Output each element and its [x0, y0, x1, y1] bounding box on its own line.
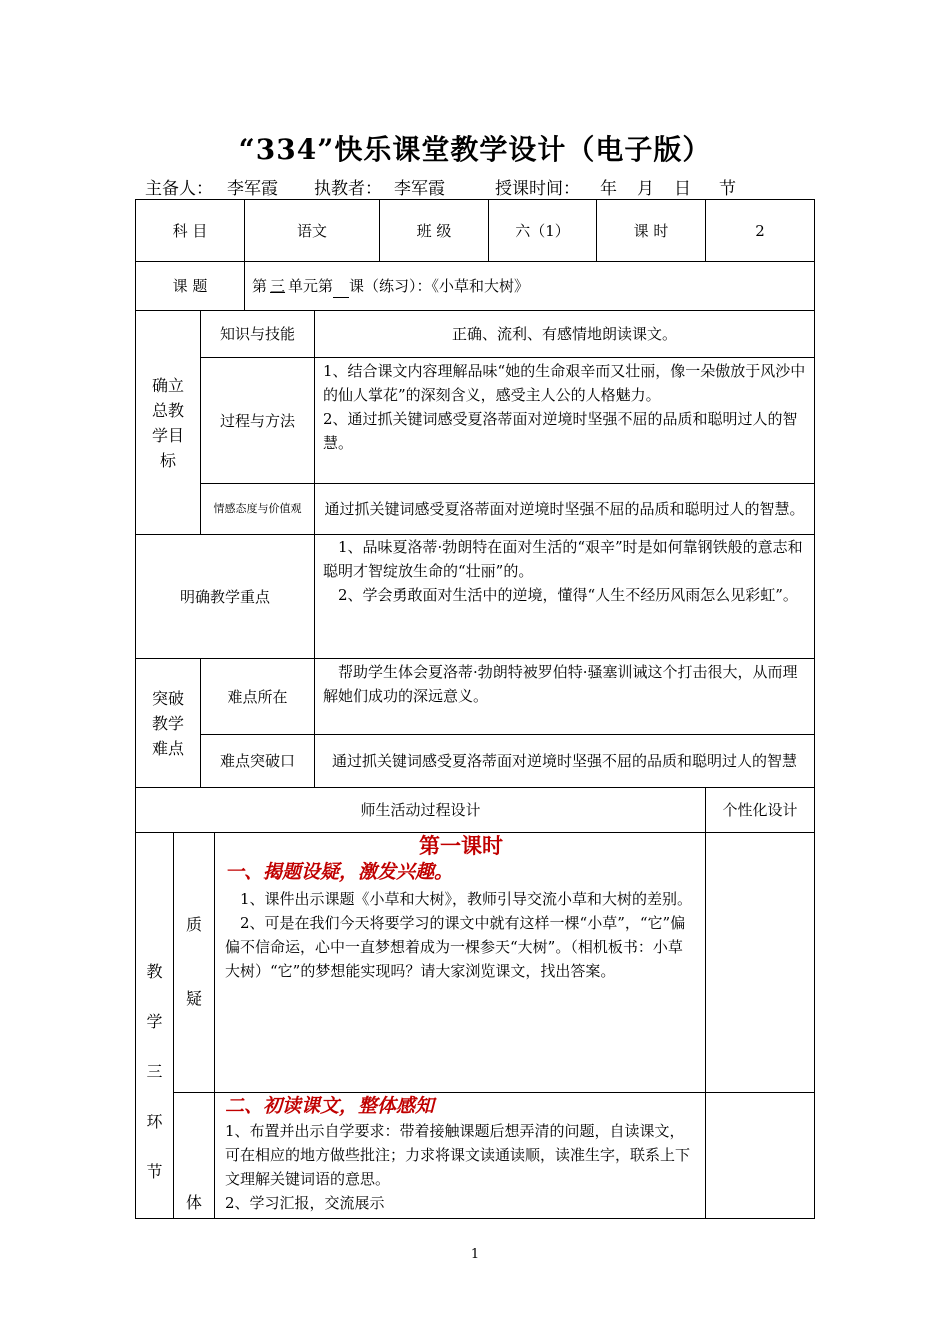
topic-unit-mid: 单元第	[288, 277, 334, 295]
meta-line	[145, 174, 736, 199]
stage1-content	[215, 833, 705, 983]
difficulty-breakthrough-label: 难点突破口	[219, 752, 295, 770]
difficulty-breakthrough-value: 通过抓关键词感受夏洛蒂面对逆境时坚强不屈的品质和聪明过人的智慧	[331, 752, 797, 770]
lesson-title: 第一课时	[419, 833, 503, 858]
period-label: 节	[719, 179, 736, 199]
teacher-label: 执教者：	[314, 179, 382, 199]
stage2-heading: 二、初读课文，整体感知	[225, 1095, 435, 1117]
stage2-label: 体	[185, 1193, 202, 1212]
topic-label: 课 题	[172, 277, 208, 295]
day-label: 日	[674, 179, 691, 199]
stage1-para-1: 1、课件出示课题《小草和大树》，教师引导交流小草和大树的差别。	[240, 890, 693, 908]
stage-char-4: 环	[146, 1112, 163, 1131]
class-label: 班 级	[416, 221, 452, 240]
hours-value: 2	[755, 221, 765, 240]
topic-value	[252, 274, 812, 298]
teaching-stages-label	[136, 960, 173, 1210]
key-points-value	[315, 535, 814, 607]
topic-lesson-number	[333, 279, 349, 298]
class-value: 六（1）	[515, 221, 570, 240]
key-point-2: 2、学会勇敢面对生活中的逆境，懂得“人生不经历风雨怎么见彩虹”。	[338, 586, 798, 604]
topic-prefix: 第	[252, 277, 268, 295]
key-points-label: 明确教学重点	[179, 587, 270, 606]
preparer-label: 主备人：	[145, 179, 213, 199]
subject-label: 科 目	[172, 221, 208, 240]
stage-char-1: 教	[146, 962, 163, 981]
process-label: 过程与方法	[219, 411, 295, 430]
document-title: “334”快乐课堂教学设计（电子版）	[238, 133, 712, 166]
stage2-content	[215, 1093, 705, 1215]
month-label: 月	[637, 179, 654, 199]
page-number: 1	[470, 1247, 480, 1262]
year-label: 年	[600, 179, 617, 199]
stage1-label	[174, 913, 214, 1011]
stage1-heading: 一、揭题设疑，激发兴趣。	[225, 861, 454, 883]
emotion-value: 通过抓关键词感受夏洛蒂面对逆境时坚强不屈的品质和聪明过人的智慧。	[324, 500, 805, 518]
stage-char-5: 节	[146, 1162, 163, 1181]
stage1-para-2: 2、可是在我们今天将要学习的课文中就有这样一棵“小草”，“它”偏偏不信命运，心中一直梦想着成为一棵参天“大树”。（相机板书：小草 大树）“它”的梦想能实现吗？请大家浏览课文，找出答案。	[225, 914, 686, 980]
key-point-1: 1、品味夏洛蒂·勃朗特在面对生活的“艰辛”时是如何靠钢铁般的意志和聪明才智绽放生命的“壮丽”的。	[323, 538, 803, 580]
topic-unit-number: 三	[270, 277, 286, 295]
difficulty-where-value: 帮助学生体会夏洛蒂·勃朗特被罗伯特·骚塞训诫这个打击很大，从而理解她们成功的深远意义。	[323, 663, 798, 705]
knowledge-value: 正确、流利、有感情地朗读课文。	[451, 325, 677, 343]
subject-value: 语文	[296, 221, 327, 240]
process-item-2: 2、通过抓关键词感受夏洛蒂面对逆境时坚强不屈的品质和聪明过人的智慧。	[323, 410, 798, 452]
hours-label: 课 时	[633, 221, 669, 240]
knowledge-label: 知识与技能	[219, 325, 295, 343]
stage2-para-2: 2、学习汇报，交流展示	[225, 1194, 385, 1212]
teacher-name: 李军霞	[394, 179, 445, 199]
stage-char-2: 学	[146, 1012, 163, 1031]
stage1-char-2: 疑	[185, 989, 202, 1008]
process-value	[315, 359, 814, 455]
emotion-label: 情感态度与价值观	[213, 502, 302, 515]
stage1-char-1: 质	[185, 915, 202, 934]
topic-rest: 课（练习）：《小草和大树》	[349, 277, 530, 295]
time-label: 授课时间：	[495, 179, 580, 199]
activity-header: 师生活动过程设计	[360, 801, 481, 819]
difficulty-label: 突破教学难点	[151, 688, 184, 758]
process-item-1: 1、结合课文内容理解品味“她的生命艰辛而又壮丽，像一朵傲放于风沙中的仙人掌花”的深刻含义，感受主人公的人格魅力。	[323, 362, 806, 404]
preparer-name: 李军霞	[227, 179, 278, 199]
stage-char-3: 三	[146, 1062, 163, 1081]
personal-design-header: 个性化设计	[722, 801, 798, 819]
difficulty-where-label: 难点所在	[227, 687, 288, 706]
stage2-para-1: 1、布置并出示自学要求：带着接触课题后想弄清的问题，自读课文，可在相应的地方做些批注；力求将课文读通读顺，读准生字，联系上下文理解关键词语的意思。	[225, 1122, 691, 1188]
goals-label: 确立总教学目标	[151, 375, 184, 470]
